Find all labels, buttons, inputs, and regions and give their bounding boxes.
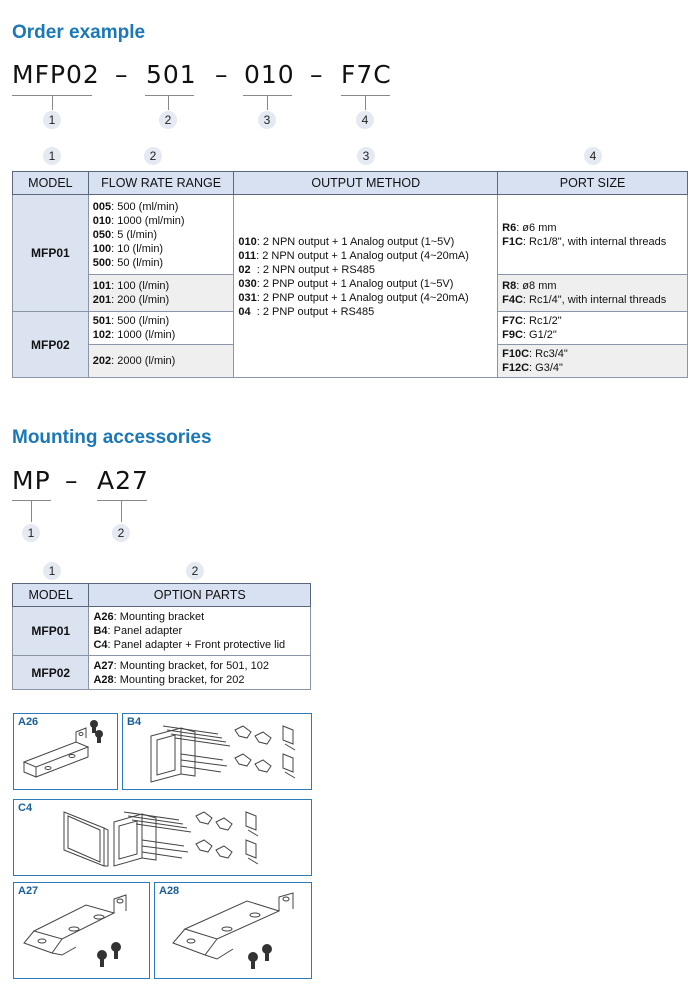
port-desc: : G3/4": [529, 362, 563, 374]
position-marker: 2: [112, 524, 130, 542]
mounting-bracket-drawing: [14, 883, 149, 978]
flow-code: 100: [92, 242, 112, 255]
port-desc: : Rc3/4": [529, 348, 568, 360]
code-model: MFP02: [12, 60, 100, 89]
header-port-size: PORT SIZE: [498, 172, 688, 195]
flow-desc: : 500 (l/min): [111, 315, 170, 327]
column-marker: 4: [584, 147, 602, 165]
position-marker: 1: [22, 524, 40, 542]
position-marker: 4: [356, 111, 374, 129]
figure-a28: [154, 882, 312, 979]
port-desc: : Rc1/8", with internal threads: [522, 235, 667, 248]
flow-group-3: [88, 312, 234, 345]
mounting-accessories-title: Mounting accessories: [12, 427, 212, 448]
port-code: R6: [502, 221, 517, 234]
flow-code: 500: [92, 256, 112, 269]
code-connector: [168, 95, 169, 110]
column-marker: 1: [43, 562, 61, 580]
port-desc: : ø6 mm: [516, 221, 557, 234]
code-dash: –: [115, 60, 129, 89]
option-parts-mfp01: [89, 607, 311, 656]
flow-desc: : 100 (l/min): [111, 280, 170, 292]
port-code: F4C: [502, 294, 523, 306]
flow-desc: : 200 (l/min): [111, 294, 170, 306]
output-desc: : 2 PNP output + 1 Analog output (1~5V): [256, 278, 454, 290]
flow-code: 201: [92, 294, 112, 306]
option-code: C4: [93, 639, 108, 651]
code-connector: [31, 500, 32, 522]
port-code: F10C: [502, 348, 530, 360]
code-port: F7C: [341, 60, 392, 89]
option-code: A26: [93, 611, 114, 623]
model-mfp01: MFP01: [13, 195, 89, 312]
panel-adapter-lid-drawing: [14, 800, 311, 875]
header-output-method: OUTPUT METHOD: [234, 172, 498, 195]
order-example-title: Order example: [12, 22, 146, 43]
code-dash: –: [310, 60, 324, 89]
flow-desc: : 1000 (l/min): [111, 329, 176, 341]
option-desc: : Mounting bracket, for 501, 102: [113, 659, 269, 672]
mount-code-model: MP: [12, 466, 51, 495]
option-desc: : Panel adapter: [107, 625, 183, 637]
port-code: F1C: [502, 235, 523, 248]
position-marker: 3: [258, 111, 276, 129]
option-desc: : Mounting bracket, for 202: [113, 673, 245, 686]
code-connector: [121, 500, 122, 522]
option-code: A28: [93, 673, 114, 686]
flow-group-1: [88, 195, 234, 275]
header-model: MODEL: [13, 172, 89, 195]
port-desc: : Rc1/2": [522, 315, 562, 327]
code-dash: –: [65, 466, 79, 495]
flow-group-4: [88, 345, 234, 378]
output-method-list: [234, 195, 498, 378]
code-connector: [267, 95, 268, 110]
figure-label: A27: [18, 885, 39, 897]
flow-code: 101: [92, 280, 112, 292]
figure-label: C4: [18, 802, 33, 814]
output-desc: : 2 NPN output + RS485: [250, 264, 376, 276]
code-underline: [145, 95, 194, 96]
flow-group-2: [88, 275, 234, 312]
header-model: MODEL: [13, 584, 89, 607]
flow-desc: : 10 (l/min): [111, 242, 164, 255]
flow-code: 050: [92, 228, 112, 241]
figure-label: A28: [159, 885, 180, 897]
port-group-1: [498, 195, 688, 275]
figure-label: A26: [18, 716, 39, 728]
flow-desc: : 1000 (ml/min): [111, 214, 185, 227]
code-connector: [52, 95, 53, 110]
header-option-parts: OPTION PARTS: [89, 584, 311, 607]
port-code: F12C: [502, 362, 530, 374]
panel-adapter-drawing: [123, 714, 311, 789]
mount-code-part: A27: [97, 466, 149, 495]
figure-a27: [13, 882, 150, 979]
output-desc: : 2 NPN output + 1 Analog output (1~5V): [256, 236, 455, 248]
code-underline: [97, 500, 147, 501]
output-code: 030: [238, 278, 257, 290]
figure-label: B4: [127, 716, 142, 728]
option-code: A27: [93, 659, 114, 672]
figure-a26: [13, 713, 118, 790]
code-flow: 501: [146, 60, 197, 89]
output-code: 031: [238, 292, 257, 304]
option-desc: : Mounting bracket: [113, 611, 205, 623]
output-desc: : 2 PNP output + 1 Analog output (4~20mA): [256, 292, 469, 304]
output-code: 02: [238, 264, 251, 276]
model-mfp02: MFP02: [13, 312, 89, 378]
port-code: F9C: [502, 329, 523, 341]
option-parts-mfp02: [89, 656, 311, 690]
model-mfp02: MFP02: [13, 656, 89, 690]
output-code: 010: [238, 236, 257, 248]
option-code: B4: [93, 625, 108, 637]
order-table: [12, 171, 688, 378]
flow-code: 010: [92, 214, 112, 227]
flow-code: 102: [92, 329, 112, 341]
mounting-bracket-drawing: [155, 883, 311, 978]
column-marker: 3: [357, 147, 375, 165]
port-group-2: [498, 275, 688, 312]
column-marker: 2: [144, 147, 162, 165]
position-marker: 2: [159, 111, 177, 129]
port-desc: : ø8 mm: [516, 280, 557, 292]
flow-code: 501: [92, 315, 112, 327]
port-group-3: [498, 312, 688, 345]
option-desc: : Panel adapter + Front protective lid: [107, 639, 286, 651]
header-flow-rate: FLOW RATE RANGE: [88, 172, 234, 195]
output-code: 011: [238, 250, 257, 262]
code-connector: [365, 95, 366, 110]
output-code: 04: [238, 306, 251, 318]
flow-desc: : 500 (ml/min): [111, 200, 179, 213]
position-marker: 1: [43, 111, 61, 129]
flow-code: 005: [92, 200, 112, 213]
port-desc: : G1/2": [522, 329, 557, 341]
port-code: F7C: [502, 315, 523, 327]
flow-code: 202: [92, 355, 112, 367]
mounting-table: [12, 583, 311, 690]
output-desc: : 2 NPN output + 1 Analog output (4~20mA): [256, 250, 469, 262]
port-code: R8: [502, 280, 517, 292]
output-desc: : 2 PNP output + RS485: [250, 306, 375, 318]
flow-desc: : 50 (l/min): [111, 256, 164, 269]
port-desc: : Rc1/4", with internal threads: [522, 294, 667, 306]
column-marker: 1: [43, 147, 61, 165]
column-marker: 2: [186, 562, 204, 580]
code-dash: –: [215, 60, 229, 89]
mounting-bracket-drawing: [14, 714, 117, 789]
flow-desc: : 2000 (l/min): [111, 355, 176, 367]
figure-c4: [13, 799, 312, 876]
figure-b4: [122, 713, 312, 790]
code-output: 010: [244, 60, 295, 89]
port-group-4: [498, 345, 688, 378]
flow-desc: : 5 (l/min): [111, 228, 157, 241]
model-mfp01: MFP01: [13, 607, 89, 656]
